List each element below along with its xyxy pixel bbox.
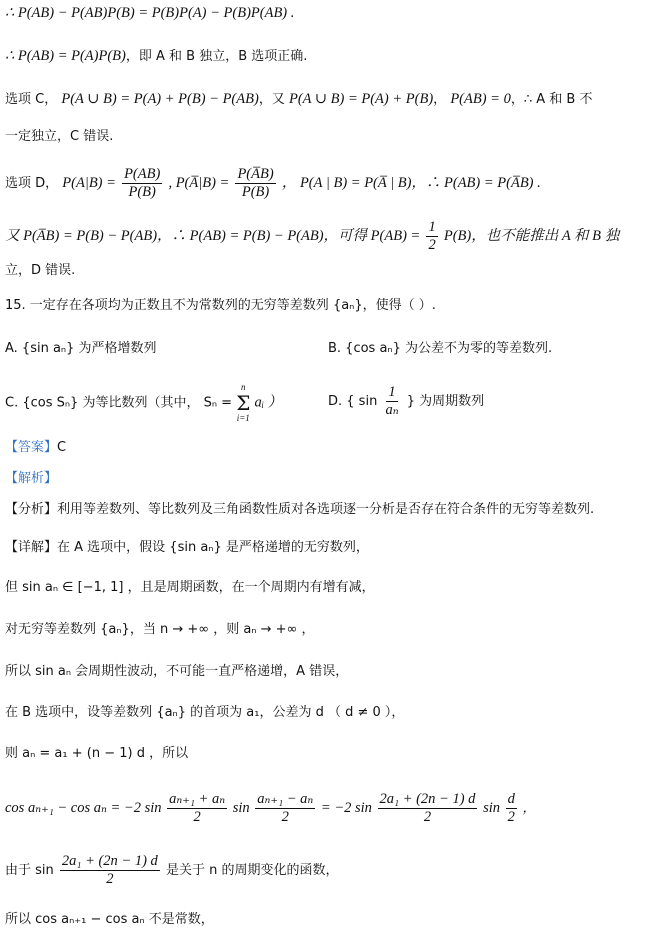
detail-line-4: 在 B 选项中，设等差数列 {aₙ} 的首项为 a₁，公差为 d （ d ≠ 0 ），: [5, 705, 405, 720]
detail-line-3: 所以 sin aₙ 会周期性波动，不可能一直严格递增，A 错误，: [5, 664, 349, 679]
analysis-summary: [5, 500, 594, 520]
option-c-tail: aᵢ ）: [254, 394, 283, 411]
eq-mid: = −2 sin: [320, 800, 372, 816]
eq-frac-3: [378, 791, 478, 826]
frac-den: 2: [428, 237, 436, 253]
sum-upper: n: [241, 382, 246, 392]
option-d-equality: ， P(A | B) = P(A̅ | B)，∴ P(AB) = P(A̅B) .: [281, 175, 541, 191]
analysis-tag: 【分析】: [5, 502, 58, 517]
summation: [236, 382, 250, 424]
periodic-suffix: 是关于 n 的周期变化的函数，: [165, 863, 339, 878]
periodic-prefix: 由于 sin: [5, 863, 54, 878]
sum-symbol: Σ: [236, 391, 251, 415]
proof-line-1: ∴ P(AB) − P(AB)P(B) = P(B)P(A) − P(B)P(AB) .: [5, 5, 295, 21]
reciprocal-fraction: [383, 384, 400, 419]
option-d-derivation: [5, 216, 619, 257]
cond-prob-lhs-2: , P(A̅|B) =: [168, 175, 230, 191]
detail-text: 在 A 选项中，假设 {sin aₙ} 是严格递增的无穷数列，: [57, 540, 369, 555]
eq-sin-2: sin: [483, 800, 500, 816]
eq-lhs: cos aₙ₊₁ − cos aₙ = −2 sin: [5, 800, 162, 816]
derivation-part-2: P(B)，也不能推出 A 和 B 独: [443, 228, 620, 244]
frac-den: 2: [423, 809, 432, 826]
option-c: [5, 382, 282, 424]
connector-text: ，又: [258, 92, 285, 107]
option-c-conclusion: 一定独立，C 错误.: [5, 129, 114, 144]
question-15: 15. 一定存在各项均为正数且不为常数列的无穷等差数列 {aₙ}，使得（ ）.: [5, 298, 436, 313]
eq-frac-2: [255, 791, 315, 826]
detail-line-2: 对无穷等差数列 {aₙ}，当 n → +∞ ，则 aₙ → +∞ ，: [5, 622, 315, 637]
option-d-analysis: [5, 163, 541, 204]
detail-intro: [5, 538, 369, 558]
cos-difference-equation: [5, 786, 536, 831]
eq-frac-1: [167, 791, 227, 826]
sum-lower: i=1: [236, 413, 250, 423]
option-c-label: 选项 C，: [5, 92, 58, 107]
option-a: A. {sin aₙ} 为严格增数列: [5, 341, 157, 356]
eq-frac-4: [506, 791, 517, 826]
union-formula: P(A ∪ B) = P(A) + P(B) − P(AB): [61, 91, 259, 107]
union-given: P(A ∪ B) = P(A) + P(B): [288, 91, 434, 107]
detail-line-5: 则 aₙ = a₁ + (n − 1) d ，所以: [5, 746, 189, 761]
option-d-tail: } 为周期数列: [406, 394, 485, 409]
not-constant-line: 所以 cos aₙ₊₁ − cos aₙ 不是常数，: [5, 912, 214, 927]
pab-zero: P(AB) = 0: [450, 91, 511, 107]
frac-num: 1: [428, 219, 436, 235]
eq-comma: ，: [522, 801, 536, 816]
periodic-fraction: [60, 853, 160, 888]
eq-sin-1: sin: [232, 800, 250, 816]
comma: ，: [433, 92, 447, 107]
option-d-label: 选项 D，: [5, 176, 59, 191]
frac-den: 2: [193, 809, 201, 826]
analysis-header: 【解析】: [5, 471, 58, 486]
option-c-analysis: [5, 89, 592, 110]
frac-den: 2: [106, 871, 114, 887]
half-fraction: [426, 219, 437, 254]
option-b: B. {cos aₙ} 为公差不为零的等差数列.: [328, 341, 553, 356]
option-c-tail: ，∴ A 和 B 不: [510, 92, 593, 107]
option-d: [328, 382, 484, 422]
periodic-statement: [5, 849, 338, 893]
independence-conclusion: ，即 A 和 B 独立，B 选项正确.: [125, 49, 308, 64]
frac-den: P(B): [241, 184, 270, 200]
answer-tag: 【答案】: [5, 440, 58, 455]
derivation-part-1: 又 P(A̅B) = P(B) − P(AB)，∴ P(AB) = P(B) − P(AB)，可得 P(AB) =: [5, 228, 421, 244]
frac-den: aₙ: [385, 402, 399, 418]
cond-prob-fraction: [122, 166, 162, 201]
frac-den: P(B): [128, 184, 156, 200]
option-d-conclusion: 立，D 错误.: [5, 263, 76, 278]
option-c-text: C. {cos Sₙ} 为等比数列（其中， Sₙ =: [5, 395, 233, 411]
detail-tag: 【详解】: [5, 540, 58, 555]
detail-line-1: 但 sin aₙ ∈ [−1, 1] ，且是周期函数，在一个周期内有增有减，: [5, 580, 375, 595]
option-d-text: D. { sin: [328, 394, 378, 409]
independence-equation: ∴ P(AB) = P(A)P(B): [5, 48, 126, 64]
frac-num: 1: [388, 384, 396, 400]
answer-value: C: [57, 440, 67, 455]
frac-num: aₙ₊₁ + aₙ: [169, 791, 226, 808]
frac-num: P(A̅B): [237, 166, 274, 182]
frac-den: 2: [281, 809, 289, 826]
cond-prob-lhs: P(A|B) =: [62, 175, 116, 191]
answer-line: [5, 438, 66, 458]
frac-num: aₙ₊₁ − aₙ: [257, 791, 314, 808]
frac-num: d: [507, 791, 515, 808]
analysis-text: 利用等差数列、等比数列及三角函数性质对各选项逐一分析是否存在符合条件的无穷等差数列.: [57, 502, 595, 517]
frac-num: 2a₁ + (2n − 1) d: [61, 853, 158, 869]
frac-den: 2: [507, 809, 515, 826]
frac-num: P(AB): [124, 166, 161, 182]
cond-prob-fraction-2: [235, 166, 275, 201]
frac-num: 2a₁ + (2n − 1) d: [379, 791, 476, 808]
proof-line-2: [5, 46, 307, 67]
